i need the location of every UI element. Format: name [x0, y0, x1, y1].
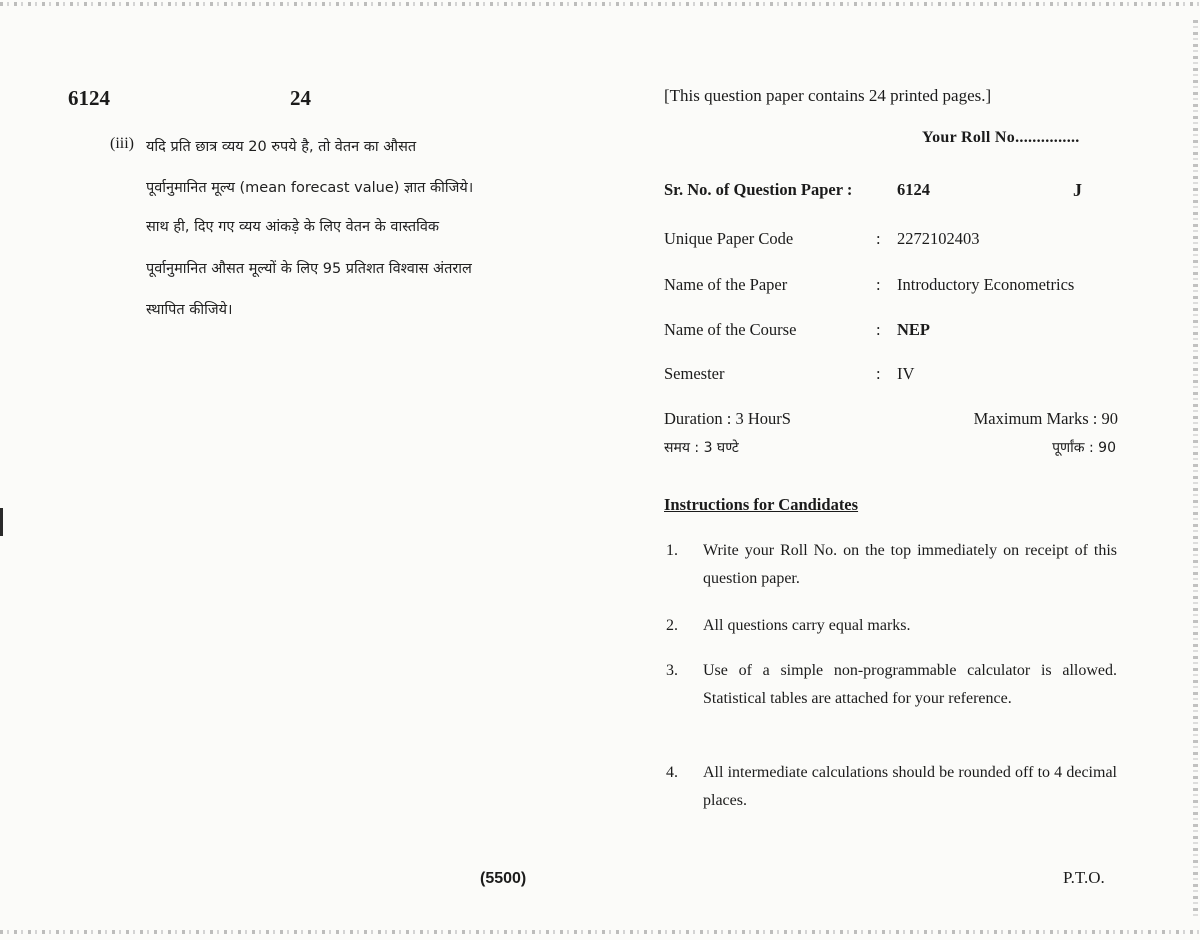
duration-hindi: समय : 3 घण्टे — [664, 440, 739, 456]
paper-code-left: 6124 — [68, 86, 110, 110]
max-marks-english: Maximum Marks : 90 — [973, 409, 1118, 428]
set-letter: J — [1073, 180, 1082, 200]
paper-name-label: Name of the Paper — [664, 275, 788, 294]
instruction-text: Use of a simple non-programmable calculator is allowed. Statistical tables are attached for your reference. — [703, 662, 1117, 707]
instruction-number: 1. — [666, 542, 678, 559]
question-label: (iii) — [110, 135, 134, 152]
instruction-number: 4. — [666, 764, 678, 781]
instruction-number: 2. — [666, 617, 678, 634]
max-marks-hindi: पूर्णांक : 90 — [1052, 440, 1116, 456]
field-colon: : — [876, 275, 881, 294]
please-turn-over: P.T.O. — [1063, 868, 1105, 887]
instructions-heading: Instructions for Candidates — [664, 495, 859, 514]
question-line: यदि प्रति छात्र व्यय 20 रुपये है, तो वेतन का औसत — [146, 139, 417, 155]
page-number: 24 — [290, 86, 311, 110]
scan-edge-bottom — [0, 930, 1200, 934]
instruction-text: All questions carry equal marks. — [703, 617, 911, 634]
semester-value: IV — [897, 364, 915, 383]
scan-edge-right — [1193, 20, 1198, 920]
scan-margin-mark — [0, 508, 3, 536]
field-colon: : — [876, 229, 881, 248]
instruction-text: All intermediate calculations should be rounded off to 4 decimal places. — [703, 764, 1117, 809]
field-colon: : — [876, 364, 881, 383]
field-colon: : — [876, 320, 881, 339]
serial-number-label: Sr. No. of Question Paper : — [664, 180, 853, 199]
paper-name-value: Introductory Econometrics — [897, 275, 1075, 294]
question-line: साथ ही, दिए गए व्यय आंकड़े के लिए वेतन के वास्तविक — [146, 219, 440, 235]
instruction-text: Write your Roll No. on the top immediately on receipt of this question paper. — [703, 542, 1117, 587]
duration-english: Duration : 3 HourS — [664, 409, 791, 428]
serial-number-value: 6124 — [897, 180, 930, 199]
course-name-label: Name of the Course — [664, 320, 797, 339]
question-line: स्थापित कीजिये। — [146, 302, 233, 318]
question-line: पूर्वानुमानित औसत मूल्यों के लिए 95 प्रतिशत विश्वास अंतराल — [146, 261, 472, 277]
semester-label: Semester — [664, 364, 725, 383]
print-run-code: (5500) — [480, 870, 527, 887]
question-line: पूर्वानुमानित मूल्य (mean forecast value) ज्ञात कीजिये। — [146, 180, 474, 196]
instruction-number: 3. — [666, 662, 678, 679]
paper-code-label: Unique Paper Code — [664, 229, 794, 248]
paper-code-value: 2272102403 — [897, 229, 980, 248]
roll-number-field: Your Roll No............... — [922, 129, 1080, 146]
scan-edge-top — [0, 2, 1200, 6]
course-name-value: NEP — [897, 320, 930, 339]
page-count-note: [This question paper contains 24 printed pages.] — [664, 86, 992, 105]
